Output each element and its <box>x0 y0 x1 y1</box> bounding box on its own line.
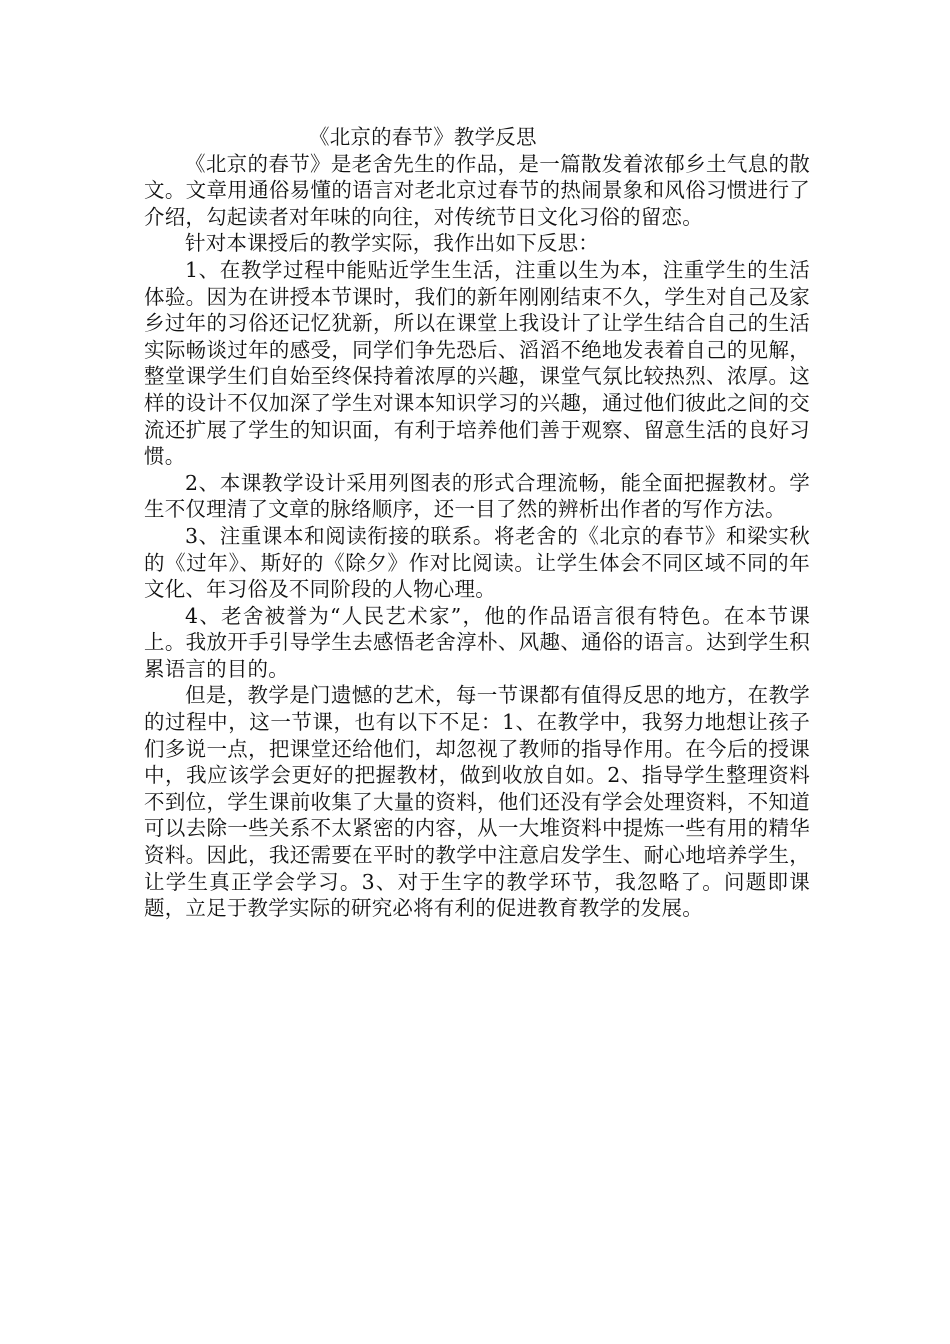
document-title: 《北京的春节》教学反思 <box>309 125 537 149</box>
paragraph-point-1: 1、在教学过程中能贴近学生生活，注重以生为本，注重学生的生活体验。因为在讲授本节课时，我们的新年刚刚结束不久，学生对自己及家乡过年的习俗还记忆犹新，所以在课堂上我设计了让学生结合自己的生活实际畅谈过年的感受，同学们争先恐后、滔滔不绝地发表着自己的见解，整堂课学生们自始至终保持着浓厚的兴趣，课堂气氛比较热烈、浓厚。这样的设计不仅加深了学生对课本知识学习的兴趣，通过他们彼此之间的交流还扩展了学生的知识面，有利于培养他们善于观察、留意生活的良好习惯。 <box>144 257 810 469</box>
paragraph-point-4: 4、老舍被誉为“人民艺术家”，他的作品语言很有特色。在本节课上。我放开手引导学生去感悟老舍淳朴、风趣、通俗的语言。达到学生积累语言的目的。 <box>144 603 810 681</box>
paragraph-reflection-lead: 针对本课授后的教学实际，我作出如下反思： <box>185 231 599 256</box>
paragraph-shortcomings: 但是，教学是门遗憾的艺术，每一节课都有值得反思的地方，在教学的过程中，这一节课，也有以下不足：1、在教学中，我努力地想让孩子们多说一点，把课堂还给他们，却忽视了教师的指导作用。在今后的授课中，我应该学会更好的把握教材，做到收放自如。2、指导学生整理资料不到位，学生课前收集了大量的资料，他们还没有学会处理资料，不知道可以去除一些关系不太紧密的内容，从一大堆资料中提炼一些有用的精华资料。因此，我还需要在平时的教学中注意启发学生、耐心地培养学生，让学生真正学会学习。3、对于生字的教学环节，我忽略了。问题即课题，立足于教学实际的研究必将有利的促进教育教学的发展。 <box>144 683 810 921</box>
paragraph-intro: 《北京的春节》是老舍先生的作品，是一篇散发着浓郁乡土气息的散文。文章用通俗易懂的语言对老北京过春节的热闹景象和风俗习惯进行了介绍，勾起读者对年味的向往，对传统节日文化习俗的留恋。 <box>144 151 810 229</box>
paragraph-point-3: 3、注重课本和阅读衔接的联系。将老舍的《北京的春节》和梁实秋的《过年》、斯好的《除夕》作对比阅读。让学生体会不同区域不同的年文化、年习俗及不同阶段的人物心理。 <box>144 523 810 602</box>
paragraph-point-2: 2、本课教学设计采用列图表的形式合理流畅，能全面把握教材。学生不仅理清了文章的脉络顺序，还一目了然的辨析出作者的写作方法。 <box>144 470 810 522</box>
document-body <box>144 124 810 922</box>
